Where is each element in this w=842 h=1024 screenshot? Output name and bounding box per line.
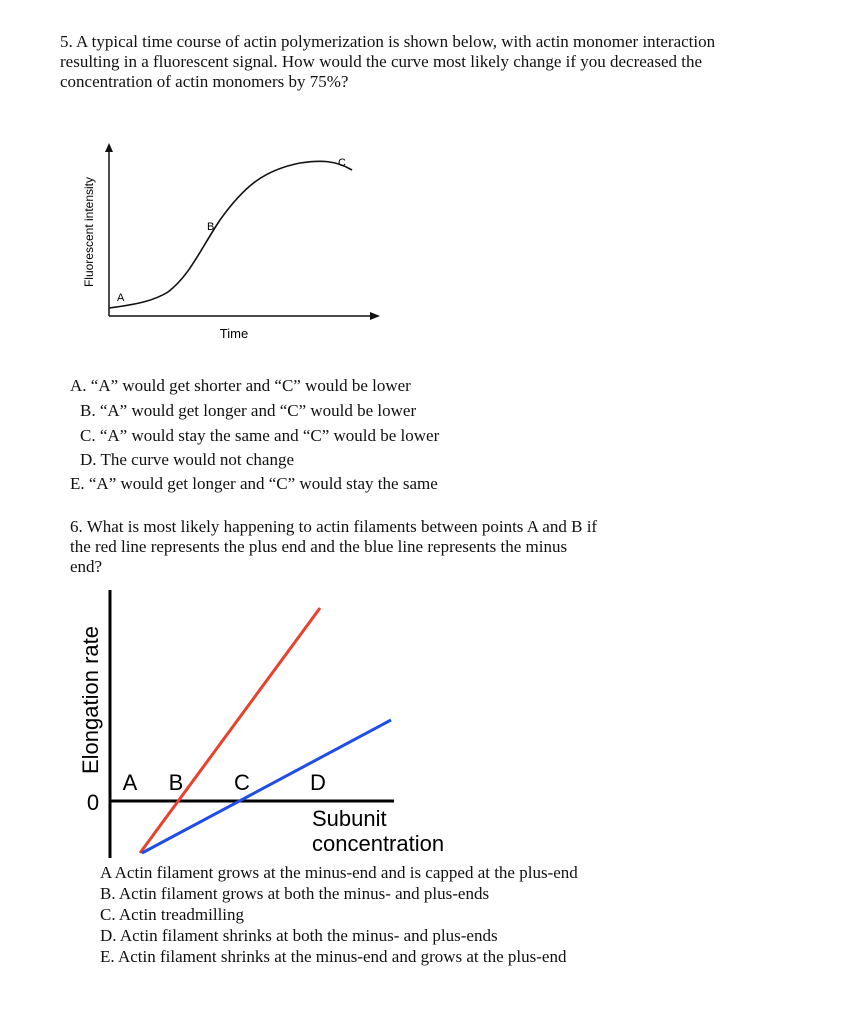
plus-end-line: [140, 608, 320, 853]
q6-option-d[interactable]: D. Actin filament shrinks at both the minus- and plus-ends: [100, 926, 498, 945]
y-axis-label: Fluorescent intensity: [82, 176, 96, 288]
q5-option-a[interactable]: A. “A” would get shorter and “C” would be lower: [70, 376, 411, 395]
point-c-label: C: [338, 157, 346, 169]
q6-text-line: end?: [70, 557, 103, 576]
point-c-label: C: [234, 770, 250, 795]
q6-option-e[interactable]: E. Actin filament shrinks at the minus-end and grows at the plus-end: [100, 947, 567, 966]
polymerization-curve: [109, 161, 352, 308]
point-b-label: B: [207, 221, 215, 233]
q5-text-line: resulting in a fluorescent signal. How would the curve most likely change if you decreased the: [60, 52, 703, 71]
point-d-label: D: [310, 770, 326, 795]
q6-option-c[interactable]: C. Actin treadmilling: [100, 905, 245, 924]
q5-text-line: 5. A typical time course of actin polymerization is shown below, with actin monomer interaction: [60, 32, 716, 51]
q5-option-d[interactable]: D. The curve would not change: [80, 450, 295, 469]
elongation-figure: [78, 590, 444, 858]
polymerization-figure: [82, 143, 380, 341]
q5-option-e[interactable]: E. “A” would get longer and “C” would stay the same: [70, 474, 438, 493]
zero-label: 0: [86, 790, 100, 815]
q6-option-a[interactable]: A Actin filament grows at the minus-end and is capped at the plus-end: [100, 863, 578, 882]
q6-text-line: the red line represents the plus end and the blue line represents the minus: [70, 537, 568, 556]
x-axis-arrow-icon: [370, 312, 380, 320]
point-b-label: B: [168, 770, 184, 795]
q6-option-b[interactable]: B. Actin filament grows at both the minus- and plus-ends: [100, 884, 490, 903]
y-axis-label: Elongation rate: [78, 626, 103, 774]
q6-text-line: 6. What is most likely happening to actin filaments between points A and B if: [70, 517, 598, 536]
q5-option-c[interactable]: C. “A” would stay the same and “C” would be lower: [80, 426, 440, 445]
q5-text-line: concentration of actin monomers by 75%?: [60, 72, 349, 91]
point-a-label: A: [122, 770, 138, 795]
y-axis-arrow-icon: [105, 143, 113, 152]
q5-option-b[interactable]: B. “A” would get longer and “C” would be lower: [80, 401, 417, 420]
point-a-label: A: [117, 292, 125, 304]
x-axis-label: Time: [219, 326, 249, 341]
x-axis-label-line2: concentration: [312, 831, 445, 856]
x-axis-label-line1: Subunit: [312, 806, 387, 831]
